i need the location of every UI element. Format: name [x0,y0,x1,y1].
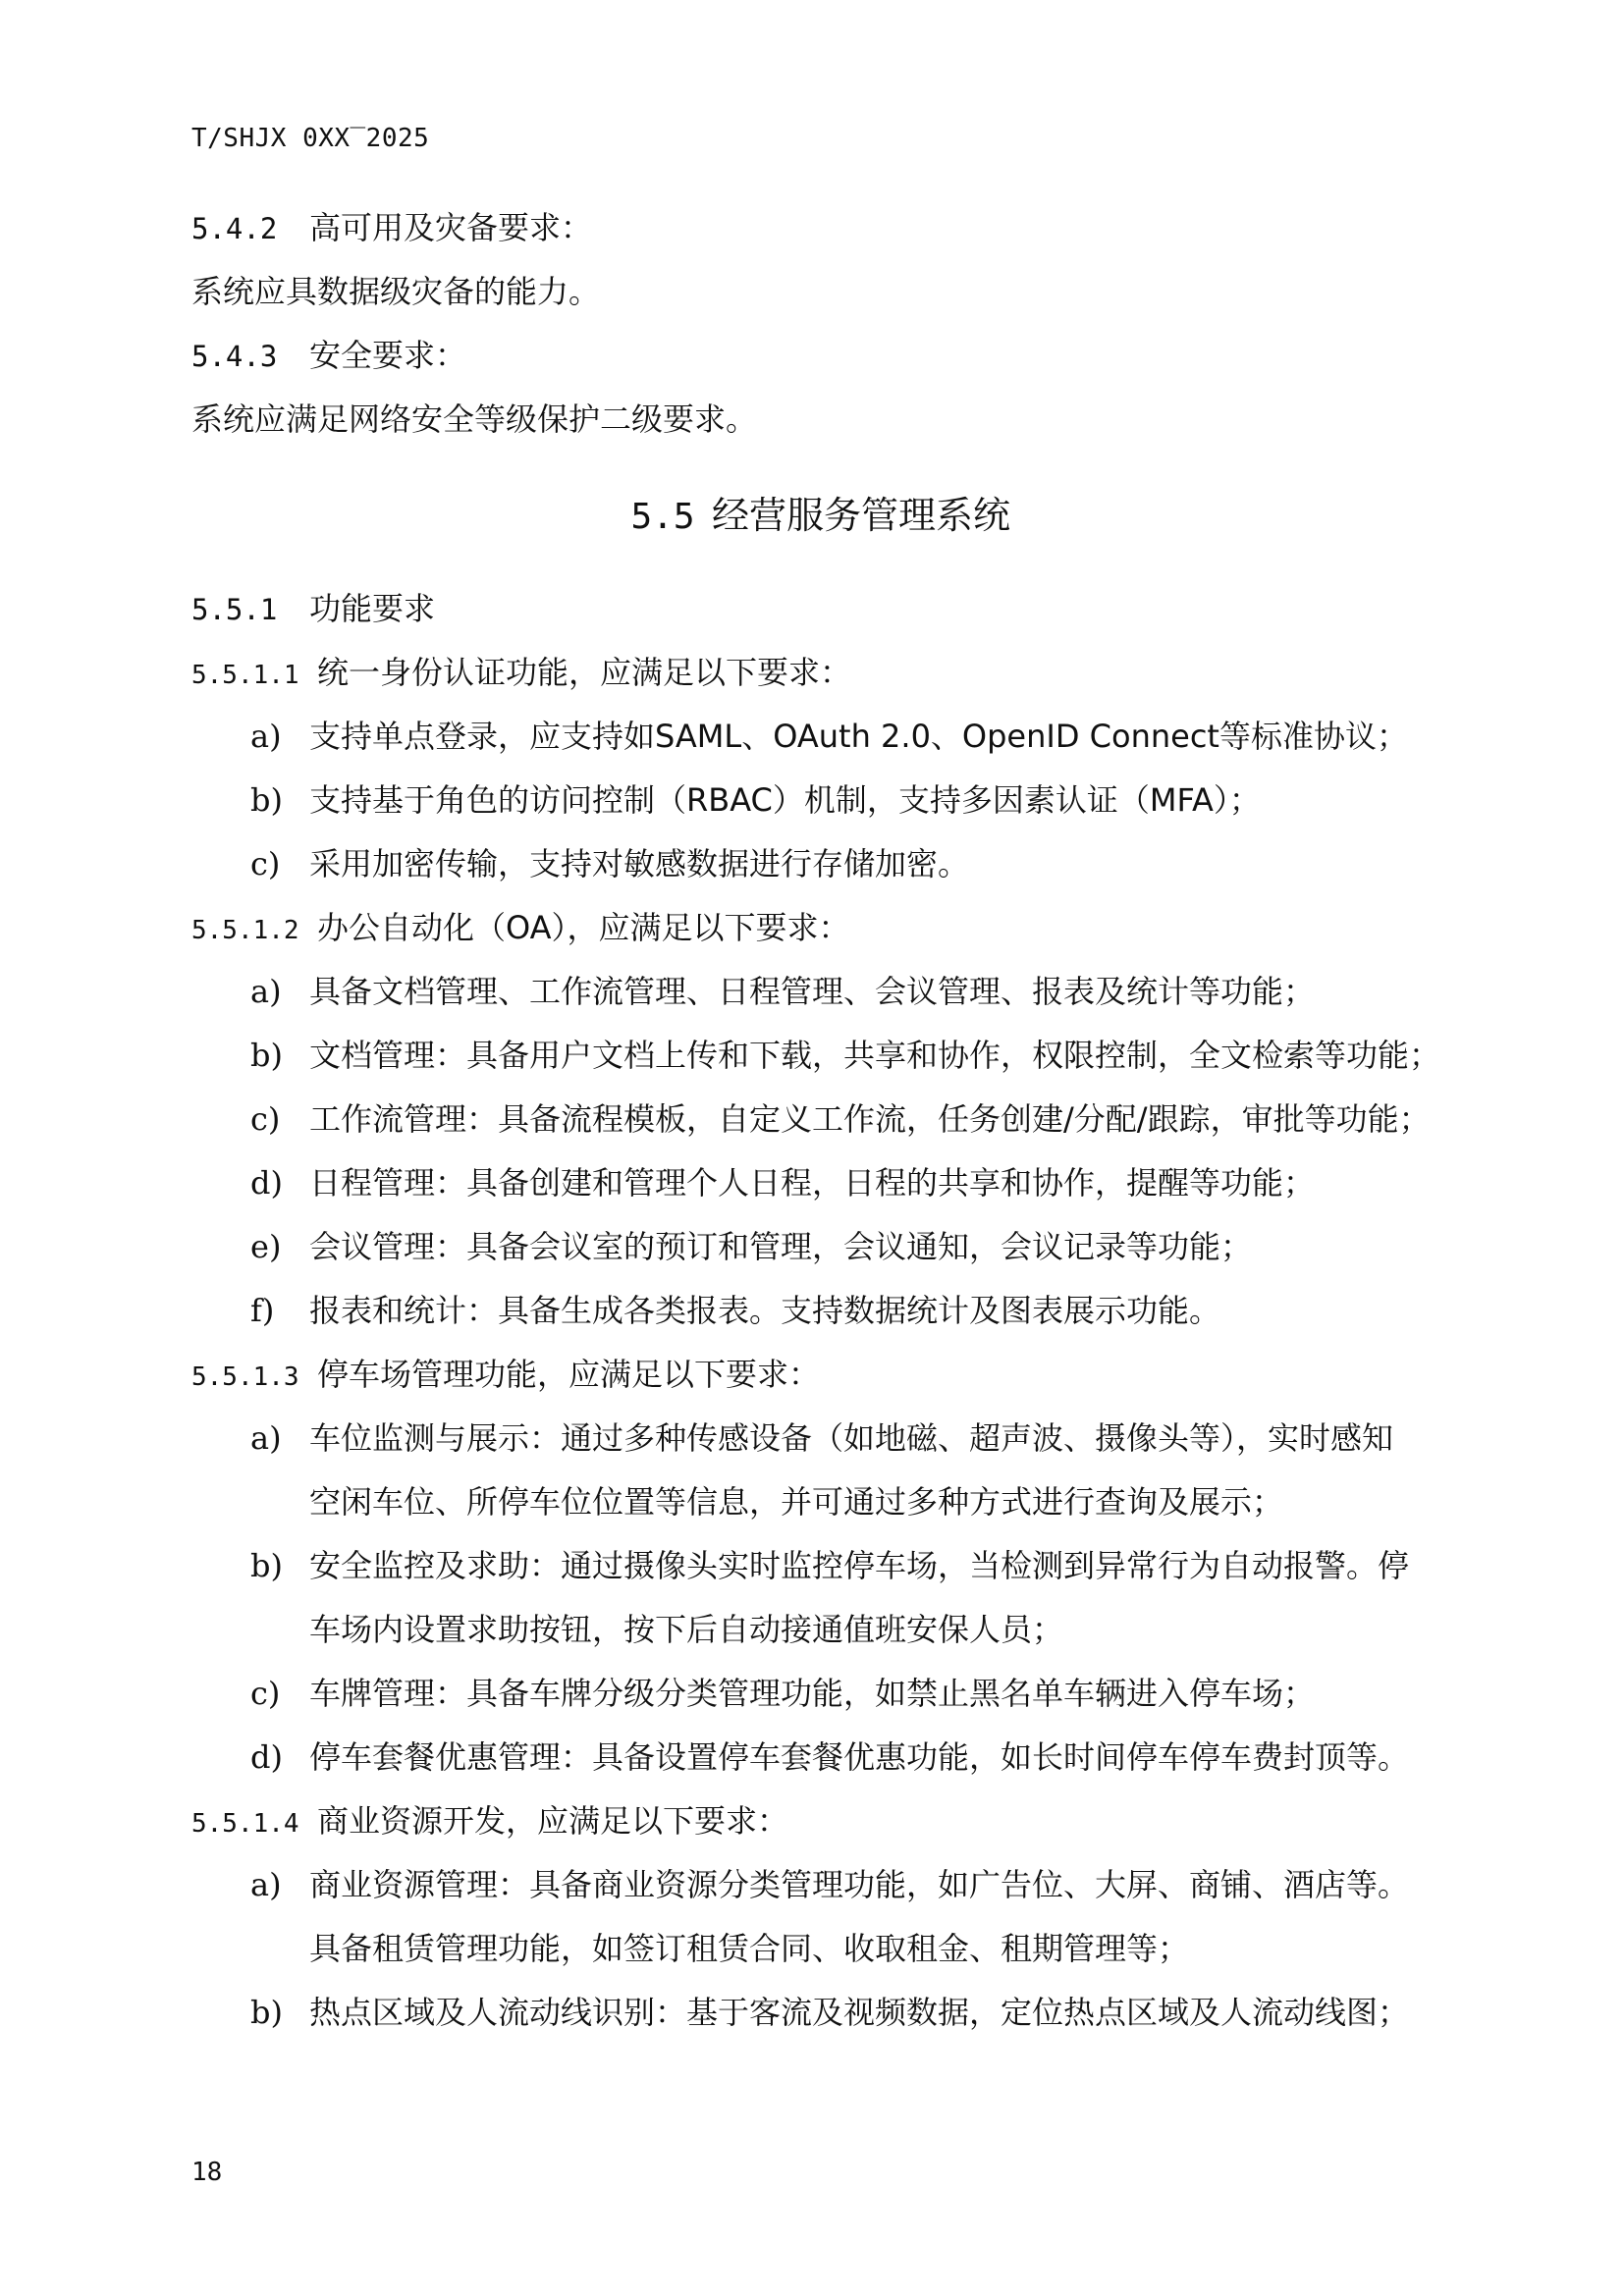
list-item [250,1097,1431,1141]
list-text: 具备文档管理、工作流管理、日程管理、会议管理、报表及统计等功能； [309,973,1316,1010]
section-title: 功能要求 [309,590,436,627]
list-text: 热点区域及人流动线识别：基于客流及视频数据，定位热点区域及人流动线图； [309,1994,1410,2031]
list-item [250,1416,1393,1460]
section-number: 5.5 [630,497,695,537]
list-item [250,970,1315,1013]
list-item [250,1289,1220,1332]
list-text: 报表和统计：具备生成各类报表。支持数据统计及图表展示功能。 [309,1292,1221,1329]
list-label: c) [250,1100,281,1138]
clause-5-5-1-1-heading [191,651,851,697]
section-number: 5.4.2 [191,212,278,245]
list-text: 车牌管理：具备车牌分级分类管理功能，如禁止黑名单车辆进入停车场； [309,1675,1316,1712]
clause-title: 商业资源开发，应满足以下要求： [317,1802,789,1840]
clause-number: 5.5.1.3 [191,1362,299,1392]
list-label: b) [250,1994,283,2031]
list-text: 支持基于角色的访问控制（RBAC）机制，支持多因素认证（MFA）； [309,781,1261,819]
list-label: d) [250,1738,283,1776]
section-number: 5.4.3 [191,340,278,373]
list-label: b) [250,781,283,819]
list-item [250,778,1261,822]
clause-title: 统一身份认证功能，应满足以下要求： [317,654,852,691]
list-text: 文档管理：具备用户文档上传和下载，共享和协作，权限控制，全文检索等功能； [309,1037,1441,1074]
list-text: 日程管理：具备创建和管理个人日程，日程的共享和协作，提醒等功能； [309,1164,1316,1201]
clause-title: 停车场管理功能，应满足以下要求： [317,1356,821,1393]
list-item [250,1161,1315,1204]
section-title: 经营服务管理系统 [711,494,1010,537]
list-label: b) [250,1037,283,1074]
clause-title: 办公自动化（OA），应满足以下要求： [317,909,850,946]
list-item [250,1544,1409,1587]
section-5-4-3-body: 系统应满足网络安全等级保护二级要求。 [191,400,758,438]
clause-number: 5.5.1.2 [191,916,299,945]
section-5-5-1-heading [191,587,435,631]
page-number: 18 [191,2158,223,2187]
doc-code-header: T/SHJX 0XX‾2025 [191,124,430,153]
list-item [250,1225,1252,1268]
list-text: 商业资源管理：具备商业资源分类管理功能，如广告位、大屏、商铺、酒店等。 [309,1866,1410,1903]
list-item [250,1991,1409,2034]
list-label: c) [250,1675,281,1712]
list-label: a) [250,1419,282,1457]
list-item [250,1863,1409,1906]
section-title: 高可用及灾备要求： [309,209,593,246]
clause-number: 5.5.1.4 [191,1809,299,1839]
section-number: 5.5.1 [191,593,278,626]
list-item [250,715,1408,758]
list-label: a) [250,1866,282,1903]
list-text: 支持单点登录，应支持如SAML、OAuth 2.0、OpenID Connect等标准协议； [309,718,1408,755]
list-item [250,842,969,885]
section-5-5-heading [0,491,1624,542]
list-item [250,1672,1315,1715]
list-text: 工作流管理：具备流程模板，自定义工作流，任务创建/分配/跟踪，审批等功能； [309,1100,1431,1138]
section-5-4-2-heading [191,206,592,250]
list-item [250,1034,1440,1077]
section-5-4-2-body: 系统应具数据级灾备的能力。 [191,273,601,310]
list-label: e) [250,1228,282,1265]
list-label: b) [250,1547,283,1584]
section-5-4-3-heading [191,334,466,378]
list-label: d) [250,1164,283,1201]
list-item-continuation: 空闲车位、所停车位位置等信息，并可通过多种方式进行查询及展示； [309,1483,1284,1521]
list-item [250,1735,1409,1779]
list-text: 会议管理：具备会议室的预订和管理，会议通知，会议记录等功能； [309,1228,1253,1265]
list-label: a) [250,973,282,1010]
list-text: 采用加密传输，支持对敏感数据进行存储加密。 [309,845,970,882]
clause-5-5-1-3-heading [191,1353,820,1399]
list-text: 安全监控及求助：通过摄像头实时监控停车场，当检测到异常行为自动报警。停 [309,1547,1410,1584]
clause-5-5-1-4-heading [191,1799,788,1845]
list-text: 停车套餐优惠管理：具备设置停车套餐优惠功能，如长时间停车停车费封顶等。 [309,1738,1410,1776]
list-item-continuation: 具备租赁管理功能，如签订租赁合同、收取租金、租期管理等； [309,1930,1190,1967]
list-text: 车位监测与展示：通过多种传感设备（如地磁、超声波、摄像头等），实时感知 [309,1419,1394,1457]
clause-number: 5.5.1.1 [191,661,299,690]
clause-5-5-1-2-heading [191,906,850,952]
list-label: f) [250,1292,275,1329]
list-label: c) [250,845,281,882]
section-title: 安全要求： [309,337,467,374]
list-item-continuation: 车场内设置求助按钮，按下后自动接通值班安保人员； [309,1611,1064,1648]
list-label: a) [250,718,282,755]
